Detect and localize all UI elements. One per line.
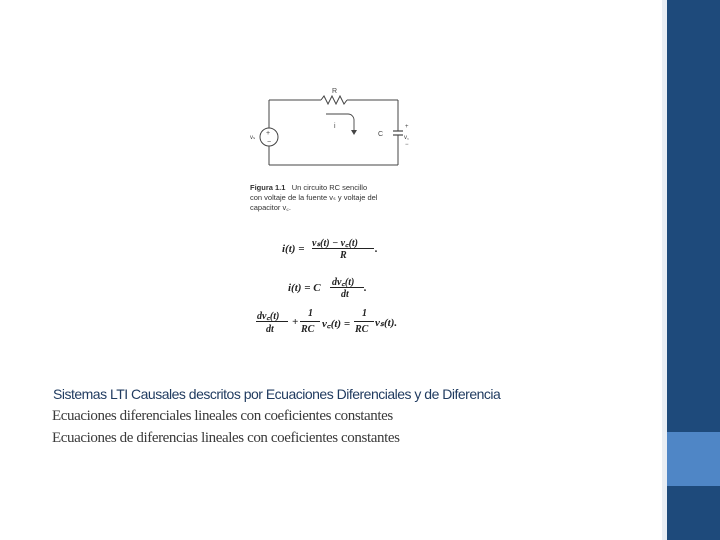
svg-text:−: −	[405, 142, 409, 148]
caption-number: Figura 1.1	[250, 183, 286, 192]
eq3-numerator-1: dv꜀(t)	[257, 311, 280, 322]
side-bar-accent	[667, 432, 720, 486]
eq3-denominator-2: RC	[301, 324, 315, 335]
caption-line1: Un circuito RC sencillo	[291, 183, 368, 192]
eq1-fraction-bar	[312, 248, 374, 249]
eq2-fraction-bar	[330, 287, 364, 288]
eq3-fraction-bar-3	[354, 321, 374, 322]
eq2-end: .	[364, 282, 367, 294]
caption-line2: con voltaje de la fuente vₛ y voltaje del	[250, 193, 378, 202]
current-arrow-icon	[326, 114, 354, 132]
svg-text:+: +	[405, 124, 409, 130]
eq2-lhs: i(t) = C	[288, 282, 321, 294]
eq1-numerator: vₛ(t) − v꜀(t)	[312, 238, 359, 249]
eq2-denominator: dt	[341, 289, 349, 300]
eq3-middle: v꜀(t) =	[322, 318, 351, 330]
slide-title: Sistemas LTI Causales descritos por Ecuaciones Diferenciales y de Diferencia	[53, 386, 501, 402]
capacitor-label: C	[378, 131, 384, 138]
eq3-denominator-1: dt	[266, 324, 274, 335]
svg-text:+: +	[266, 130, 271, 137]
circuit-diagram	[248, 84, 418, 184]
svg-text:−: −	[267, 139, 272, 146]
eq2-numerator: dv꜀(t)	[332, 277, 355, 288]
figure-caption	[250, 183, 400, 213]
eq3-numerator-3: 1	[362, 308, 367, 319]
current-arrowhead-icon	[351, 130, 357, 135]
eq3-numerator-2: 1	[308, 308, 313, 319]
eq3-denominator-3: RC	[355, 324, 369, 335]
side-bar-top	[667, 0, 720, 432]
body-line-1: Ecuaciones diferenciales lineales con coeficientes constantes	[52, 408, 393, 424]
body-line-2: Ecuaciones de diferencias lineales con coeficientes constantes	[52, 430, 400, 446]
current-label: i	[334, 123, 336, 130]
eq3-fraction-bar-1	[256, 321, 288, 322]
eq3-plus: +	[292, 316, 299, 328]
eq1-denominator: R	[340, 250, 347, 261]
resistor-symbol	[321, 96, 347, 104]
eq1-lhs: i(t) =	[282, 243, 305, 255]
caption-line3: capacitor v꜀.	[250, 203, 291, 212]
circuit-figure	[248, 84, 418, 354]
eq1-end: .	[375, 243, 378, 255]
source-label: vₛ	[250, 135, 256, 141]
eq3-fraction-bar-2	[300, 321, 320, 322]
output-label: v꜀	[404, 135, 410, 141]
eq3-end: vₛ(t).	[375, 317, 398, 329]
side-bar-bottom	[667, 486, 720, 540]
resistor-label: R	[332, 88, 338, 95]
